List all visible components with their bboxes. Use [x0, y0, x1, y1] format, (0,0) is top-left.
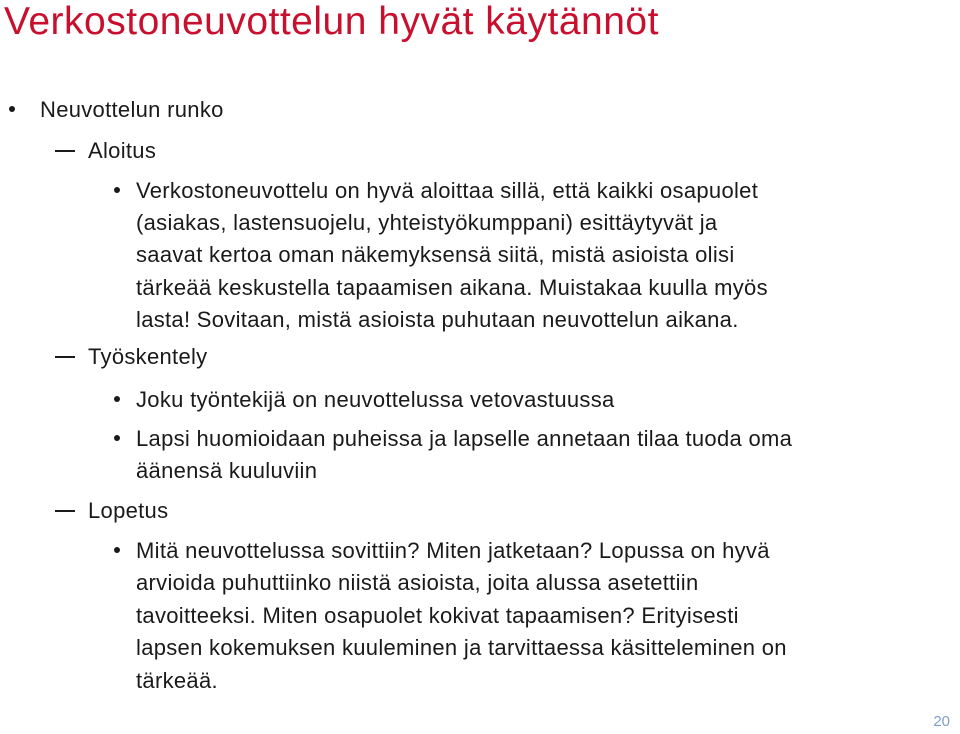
list-item-line: saavat kertoa oman näkemyksensä siitä, mistä asioista olisi	[136, 242, 735, 267]
level1-bullet-icon	[9, 106, 15, 112]
section-heading-lopetus: Lopetus	[88, 498, 169, 523]
page-number: 20	[933, 713, 950, 730]
list-item-line: (asiakas, lastensuojelu, yhteistyökumppani) esittäytyvät ja	[136, 210, 718, 235]
bullet-icon	[114, 435, 120, 441]
dash-icon	[55, 150, 75, 152]
section-heading-tyoskentely: Työskentely	[88, 344, 208, 369]
list-item-line: Verkostoneuvottelu on hyvä aloittaa sillä, että kaikki osapuolet	[136, 178, 759, 203]
outline-level1-label: Neuvottelun runko	[40, 97, 224, 122]
bullet-icon	[114, 396, 120, 402]
bullet-icon	[114, 187, 120, 193]
list-item-line: lasta! Sovitaan, mistä asioista puhutaan neuvottelun aikana.	[136, 307, 739, 332]
dash-icon	[55, 510, 75, 512]
list-item-line: äänensä kuuluviin	[136, 458, 318, 483]
list-item-line: tärkeää keskustella tapaamisen aikana. Muistakaa kuulla myös	[136, 275, 768, 300]
dash-icon	[55, 356, 75, 358]
slide-title: Verkostoneuvottelun hyvät käytännöt	[4, 0, 659, 43]
list-item-line: Mitä neuvottelussa sovittiin? Miten jatketaan? Lopussa on hyvä	[136, 538, 770, 563]
list-item-line: lapsen kokemuksen kuuleminen ja tarvittaessa käsitteleminen on	[136, 635, 787, 660]
list-item-line: tärkeää.	[136, 668, 218, 693]
bullet-icon	[114, 547, 120, 553]
section-heading-aloitus: Aloitus	[88, 138, 157, 163]
list-item-line: Lapsi huomioidaan puheissa ja lapselle annetaan tilaa tuoda oma	[136, 426, 793, 451]
list-item-line: tavoitteeksi. Miten osapuolet kokivat tapaamisen? Erityisesti	[136, 603, 739, 628]
list-item-line: arvioida puhuttiinko niistä asioista, joita alussa asetettiin	[136, 570, 699, 595]
list-item-line: Joku työntekijä on neuvottelussa vetovastuussa	[136, 387, 615, 412]
